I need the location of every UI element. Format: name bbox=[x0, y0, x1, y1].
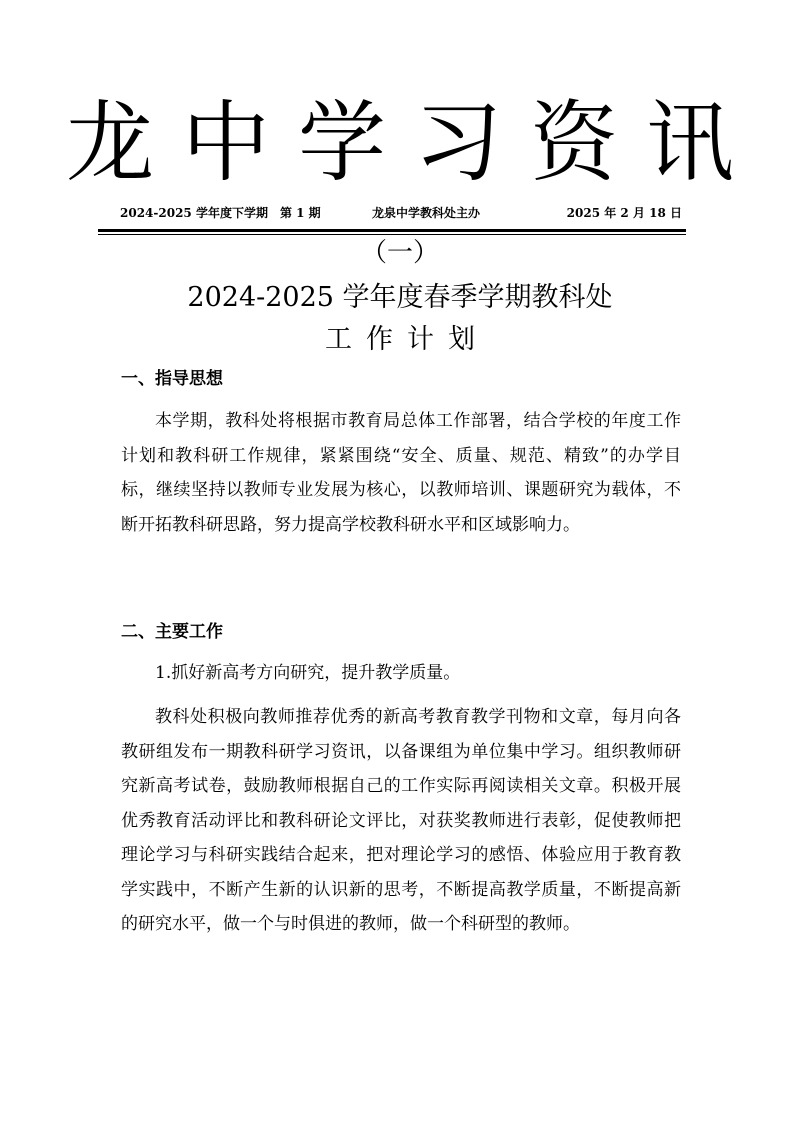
article-section-number: （一） bbox=[360, 238, 439, 268]
header-divider-thick bbox=[98, 229, 686, 232]
section-paragraph: 教科处积极向教师推荐优秀的新高考教育教学刊物和文章，每月向各教研组发布一期教科研学习资讯，以备课组为单位集中学习。组织教师研究新高考试卷，鼓励教师根据自己的工作实际再阅读相关文章。积极开展优秀教育活动评比和教科研论文评比，对获奖教师进行表彰，促使教师把理论学习与科研实践结合起来，把对理论学习的感悟、体验应用于教育教学实践中，不断产生新的认识新的思考，不断提高教学质量，不断提高新的研究水平，做一个与时俱进的教师，做一个科研型的教师。 bbox=[121, 707, 681, 934]
article-title-line-1: 2024-2025 学年度春季学期教科处 bbox=[187, 282, 613, 313]
section-heading-main-work: 二、主要工作 bbox=[121, 622, 223, 642]
header-divider-thin bbox=[98, 234, 686, 235]
article-title-line-2: 工作计划 bbox=[325, 324, 489, 355]
section-paragraph: 本学期，教科处将根据市教育局总体工作部署，结合学校的年度工作计划和教科研工作规律，紧紧围绕“安全、质量、规范、精致”的办学目标，继续坚持以教师专业发展为核心，以教师培训、课题研究为载体，不断开拓教科研思路，努力提高学校教科研水平和区域影响力。 bbox=[121, 411, 681, 535]
issue-date: 2025 年 2 月 18 日 bbox=[566, 206, 682, 220]
section-heading-guiding-ideology: 一、指导思想 bbox=[121, 369, 223, 389]
issue-organizer: 龙泉中学教科处主办 bbox=[372, 206, 481, 220]
issue-info-line bbox=[120, 204, 682, 222]
newsletter-masthead: 龙中学习资讯 bbox=[65, 91, 762, 194]
work-item-title: 1.抓好新高考方向研究，提升教学质量。 bbox=[155, 663, 461, 683]
issue-term: 2024-2025 学年度下学期 第 1 期 bbox=[120, 206, 321, 220]
